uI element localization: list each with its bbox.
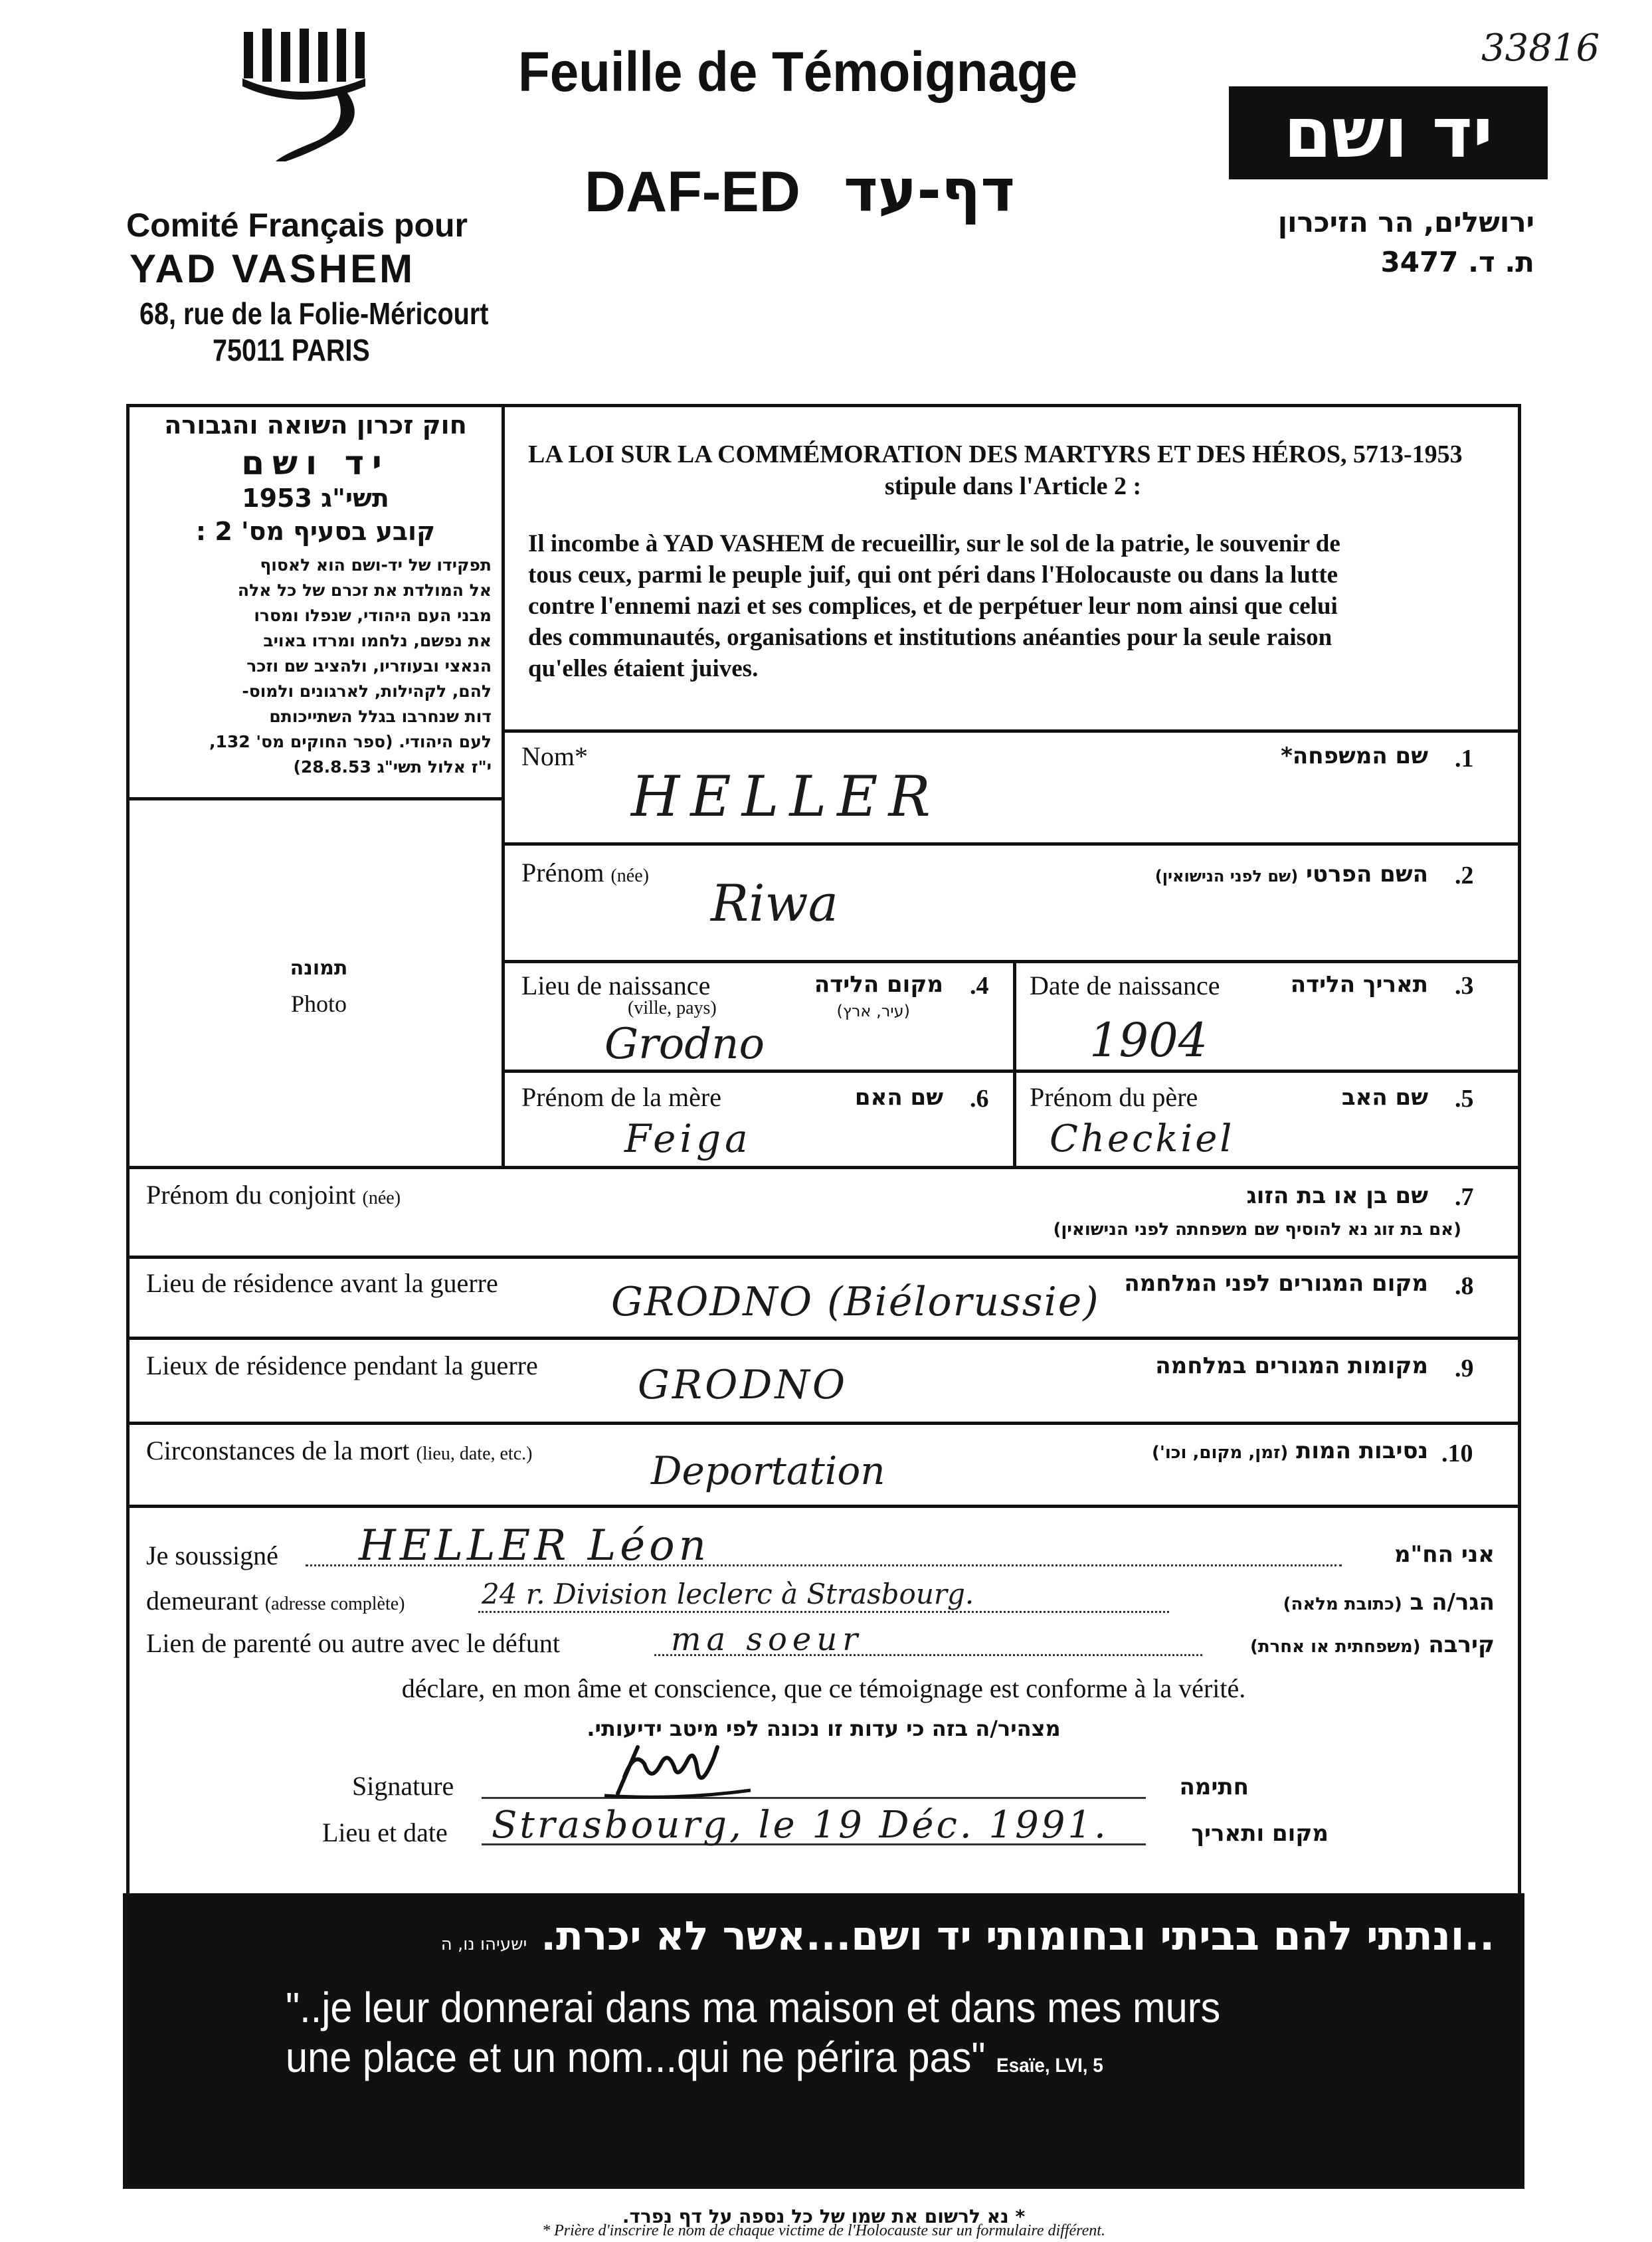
quote-banner	[123, 1893, 1524, 2189]
prenom-mere-value[interactable]: Feiga	[624, 1116, 752, 1161]
circonstances-label-text: Circonstances de la mort	[146, 1436, 410, 1465]
sidebar-line: להם, לקהילות, לארגונים ולמוס-	[242, 682, 492, 701]
banner-french-line1: "..je leur donnerai dans ma maison et dans mes murs	[286, 1984, 1221, 2031]
circonstances-value[interactable]: Deportation	[651, 1448, 885, 1493]
prenom-pere-hebrew-label: שם האב	[1341, 1084, 1428, 1111]
banner-french-line2	[286, 2033, 1103, 2082]
sidebar-line: דות שנחרבו בגלל השתייכותם	[269, 707, 492, 726]
lien-value[interactable]: ma soeur	[671, 1621, 864, 1658]
nom-label-text: Nom	[521, 741, 575, 771]
lieu-date-label: Lieu et date	[322, 1818, 448, 1847]
date-naissance-label: Date de naissance	[1030, 971, 1220, 1000]
prenom-pere-value[interactable]: Checkiel	[1050, 1117, 1235, 1161]
law-title: LA LOI SUR LA COMMÉMORATION DES MARTYRS ET DES HÉROS, 5713-1953	[528, 440, 1463, 468]
residence-avant-number: .8	[1455, 1272, 1474, 1300]
nom-star: *	[575, 741, 588, 771]
prenom-hebrew-sub: (שם לפני הנישואין)	[1154, 867, 1299, 886]
sidebar-line: לעם היהודי. (ספר החוקים מס' 132,	[209, 732, 492, 751]
prenom-number: .2	[1455, 862, 1474, 889]
sidebar-line: אל המולדת את זכרם של כל אלה	[237, 581, 492, 600]
page-title: Feuille de Témoignage	[518, 41, 1078, 103]
prenom-mere-label: Prénom de la mère	[521, 1082, 721, 1112]
nom-value[interactable]: HELLER	[631, 764, 941, 829]
sidebar-line: מבני העם היהודי, שנפלו ומסרו	[254, 606, 492, 625]
photo-label-hebrew: תמונה	[290, 957, 348, 980]
date-naissance-number: .3	[1455, 972, 1474, 1000]
prenom-pere-label: Prénom du père	[1030, 1082, 1198, 1112]
demeurant-value[interactable]: 24 r. Division leclerc à Strasbourg.	[482, 1578, 974, 1610]
lien-hebrew-label	[1209, 1632, 1495, 1658]
sidebar-line: י"ז אלול תשי"ג 28.8.53)	[293, 757, 492, 777]
sidebar-line: הנאצי ובעוזריו, ולהציב שם וזכר	[246, 656, 492, 676]
nom-hebrew-label	[1162, 743, 1428, 769]
circonstances-hebrew-label	[1036, 1438, 1428, 1464]
circonstances-sub: (lieu, date, etc.)	[416, 1444, 533, 1464]
soussigne-label: Je soussigné	[146, 1541, 278, 1570]
residence-avant-label: Lieu de résidence avant la guerre	[146, 1268, 498, 1298]
conjoint-number: .7	[1455, 1183, 1474, 1211]
lieu-naissance-value[interactable]: Grodno	[604, 1020, 765, 1069]
demeurant-sub: (adresse complète)	[264, 1594, 405, 1614]
conjoint-hebrew-label: שם בן או בת הזוג	[1246, 1182, 1428, 1209]
lien-hebrew-sub: (משפחתית או אחרת)	[1249, 1637, 1421, 1657]
daf-ed-latin: DAF-ED	[585, 160, 800, 224]
residence-avant-value[interactable]: GRODNO (Biélorussie)	[611, 1279, 1100, 1325]
nom-number: .1	[1455, 745, 1474, 773]
banner-french-ref: Esaïe, LVI, 5	[996, 2055, 1103, 2077]
demeurant-label-text: demeurant	[146, 1586, 258, 1616]
circonstances-hebrew-sub: (זמן, מקום, וכו')	[1152, 1443, 1289, 1463]
lieu-naissance-sub: (ville, pays)	[628, 998, 717, 1018]
signature-label: Signature	[352, 1771, 454, 1801]
law-line: tous ceux, parmi le peuple juif, qui ont péri dans l'Holocauste ou dans la lutte	[528, 561, 1338, 589]
lieu-naissance-hebrew-label: מקום הלידה	[814, 971, 943, 998]
declaration-hebrew: מצהיר/ה בזה כי עדות זו נכונה לפי מיטב ידיעותי.	[587, 1716, 1061, 1741]
lieu-naissance-hebrew-sub: (עיר, ארץ)	[836, 1002, 910, 1020]
lieu-date-value[interactable]: Strasbourg, le 19 Déc. 1991.	[492, 1804, 1109, 1847]
residence-pendant-value[interactable]: GRODNO	[638, 1362, 848, 1408]
banner-hebrew-text: ..ונתתי להם בביתי ובחומותי יד ושם...אשר לא יכרת.	[541, 1913, 1495, 1960]
banner-hebrew-quote	[441, 1913, 1495, 1960]
yad-vashem-logo-text: יד ושם	[1283, 92, 1493, 173]
jerusalem-address: ירושלים, הר הזיכרון	[1277, 206, 1534, 238]
sidebar-law-title: חוק זכרון השואה והגבורה	[164, 411, 467, 440]
prenom-mere-hebrew-label: שם האם	[854, 1084, 943, 1111]
demeurant-hebrew-label	[1196, 1589, 1495, 1616]
conjoint-label	[146, 1179, 401, 1210]
prenom-value[interactable]: Riwa	[711, 874, 838, 933]
circonstances-label	[146, 1435, 532, 1466]
conjoint-sub: (née)	[362, 1188, 401, 1208]
law-line: Il incombe à YAD VASHEM de recueillir, sur le sol de la patrie, le souvenir de	[528, 530, 1340, 557]
photo-label: Photo	[290, 990, 347, 1017]
residence-pendant-label: Lieux de résidence pendant la guerre	[146, 1351, 538, 1380]
yad-vashem-logo	[1229, 86, 1548, 179]
banner-hebrew-ref: ישעיהו נו, ה	[440, 1934, 527, 1954]
po-box: ת. ד. 3477	[1380, 246, 1534, 278]
law-line: des communautés, organisations et institutions anéanties pour la seule raison	[528, 624, 1332, 651]
nom-hebrew-text: שם המשפחה	[1292, 743, 1428, 769]
footer-hebrew-text: נא לרשום את שמו של כל נספה על דף נפרד.	[622, 2205, 1009, 2227]
law-subtitle: stipule dans l'Article 2 :	[884, 472, 1142, 500]
residence-avant-hebrew-label: מקום המגורים לפני המלחמה	[1124, 1270, 1428, 1297]
conjoint-hebrew-sub: (אם בת זוג נא להוסיף שם משפחתה לפני הנישואין)	[1053, 1220, 1461, 1240]
residence-pendant-hebrew-label: מקומות המגורים במלחמה	[1155, 1353, 1428, 1379]
sidebar-article: קובע בסעיף מס' 2 :	[195, 517, 436, 546]
prenom-sub: (née)	[610, 866, 649, 886]
demeurant-hebrew-sub: (כתובת מלאה)	[1283, 1594, 1402, 1614]
circonstances-hebrew-text: נסיבות המות	[1296, 1438, 1428, 1464]
date-naissance-hebrew-label: תאריך הלידה	[1290, 971, 1428, 998]
lien-label: Lien de parenté ou autre avec le défunt	[146, 1628, 561, 1658]
law-body	[528, 528, 1340, 684]
conjoint-label-text: Prénom du conjoint	[146, 1180, 356, 1210]
lieu-naissance-number: .4	[970, 972, 989, 1000]
daf-ed-hebrew: דף-עד	[844, 156, 1015, 225]
prenom-label	[521, 857, 649, 888]
footer-hebrew-star: *	[1015, 2205, 1026, 2227]
soussigne-hebrew-label: אני הח"מ	[1394, 1541, 1495, 1568]
residence-pendant-number: .9	[1455, 1355, 1474, 1382]
nom-hebrew-star: *	[1281, 743, 1293, 769]
lieu-naissance-label: Lieu de naissance	[521, 971, 711, 1000]
sidebar-line: את נפשם, נלחמו ומרדו באויב	[263, 631, 492, 650]
signature-hebrew-label: חתימה	[1179, 1774, 1249, 1800]
committee-name: Comité Français pour	[126, 207, 468, 244]
menorah-logo-icon	[236, 25, 382, 165]
sidebar-law-body	[136, 553, 492, 780]
sidebar-year: תשי"ג 1953	[242, 484, 389, 513]
banner-french-line2-text: une place et un nom...qui ne périra pas"	[286, 2033, 986, 2081]
committee-yad-vashem: YAD VASHEM	[130, 246, 416, 291]
committee-address: 68, rue de la Folie-Méricourt	[139, 296, 489, 331]
soussigne-value[interactable]: HELLER Léon	[359, 1521, 710, 1570]
signature-mark[interactable]	[598, 1737, 757, 1804]
lieu-date-hebrew-label: מקום ותאריך	[1191, 1820, 1329, 1847]
demeurant-hebrew-text: הגר/ה ב	[1410, 1589, 1495, 1616]
prenom-hebrew-text: השם הפרטי	[1306, 861, 1428, 887]
prenom-pere-number: .5	[1455, 1085, 1474, 1113]
date-naissance-value[interactable]: 1904	[1089, 1013, 1208, 1068]
lien-hebrew-text: קירבה	[1428, 1632, 1495, 1658]
law-line: contre l'ennemi nazi et ses complices, et de perpétuer leur nom ainsi que celui	[528, 593, 1338, 620]
footer-french-note: * Prière d'inscrire le nom de chaque victime de l'Holocauste sur un formulaire différent.	[542, 2222, 1105, 2239]
reference-number: 33816	[1481, 27, 1600, 70]
prenom-hebrew-label	[1036, 861, 1428, 887]
sidebar-line: תפקידו של יד-ושם הוא לאסוף	[260, 555, 492, 575]
demeurant-label	[146, 1585, 405, 1616]
law-line: qu'elles étaient juives.	[528, 655, 759, 682]
circonstances-number: .10	[1441, 1440, 1473, 1467]
committee-city: 75011 PARIS	[213, 333, 370, 367]
prenom-mere-number: .6	[970, 1085, 989, 1113]
declaration-french: déclare, en mon âme et conscience, que ce témoignage est conforme à la vérité.	[401, 1673, 1246, 1703]
nom-label	[521, 741, 588, 772]
sidebar-yad-vashem: יד ושם	[241, 444, 390, 482]
prenom-label-text: Prénom	[521, 858, 604, 887]
